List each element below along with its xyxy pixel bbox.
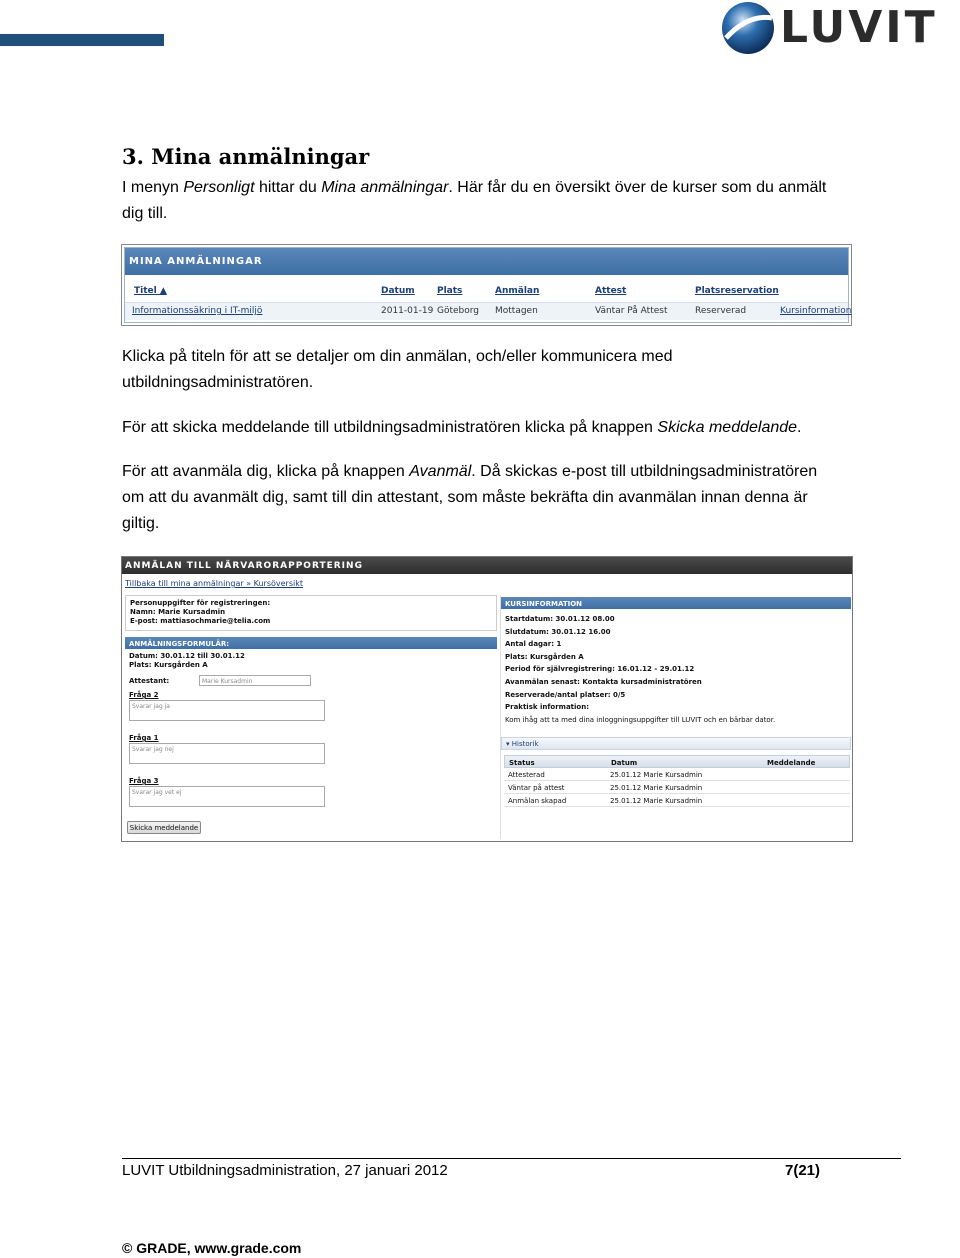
cell-place: Göteborg [437, 306, 480, 316]
attestant-label: Attestant: [129, 677, 170, 685]
history-table [504, 755, 850, 807]
table-header [125, 286, 848, 302]
course-title-link[interactable]: Informationssäkring i IT-miljö [132, 306, 263, 316]
course-info-column [500, 595, 850, 839]
practical-info-text: Kom ihåg att ta med dina inloggningsuppgifter till LUVIT och en bärbar dator. [505, 715, 776, 724]
send-message-button[interactable]: Skicka meddelande [127, 821, 201, 834]
personal-info-heading: Personuppgifter för registreringen: [130, 599, 271, 607]
history-col-date: Datum [611, 759, 638, 767]
course-days: Antal dagar: 1 [505, 640, 562, 649]
paragraph-send-message: För att skicka meddelande till utbildningsadministratören klicka på knappen Skicka meddelande. [122, 419, 802, 436]
column-title[interactable]: Titel ▲ [134, 286, 167, 296]
form-date: Datum: 30.01.12 till 30.01.12 [129, 652, 245, 660]
history-row [504, 768, 850, 781]
attestant-field[interactable]: Marie Kursadmin [199, 675, 311, 686]
globe-icon [720, 0, 776, 56]
unregister-deadline: Avanmälan senast: Kontakta kursadministratören [505, 677, 702, 686]
history-col-status: Status [509, 759, 535, 767]
history-status: Attesterad [508, 771, 545, 779]
history-toggle[interactable]: ▾ Historik [501, 737, 851, 750]
form-place: Plats: Kursgården A [129, 661, 208, 669]
course-info-details [503, 613, 849, 726]
panel-title: MINA ANMÄLNINGAR [125, 248, 848, 275]
history-row [504, 794, 850, 807]
course-place: Plats: Kursgården A [505, 652, 584, 661]
column-attest[interactable]: Attest [595, 286, 627, 296]
self-registration-period: Period för självregistrering: 16.01.12 - 29.01.12 [505, 665, 695, 674]
practical-info-label: Praktisk information: [505, 703, 590, 712]
question-3-label: Fråga 3 [129, 777, 159, 785]
column-place[interactable]: Plats [437, 286, 463, 296]
course-info-link[interactable]: Kursinformation [780, 306, 852, 316]
history-header [504, 755, 850, 768]
breadcrumb[interactable]: Tillbaka till mina anmälningar » Kursöversikt [125, 579, 303, 588]
column-date[interactable]: Datum [381, 286, 415, 296]
intro-paragraph: I menyn Personligt hittar du Mina anmälningar. Här får du en översikt över de kurser som du anmält dig till. [122, 179, 827, 222]
paragraph-click-title: Klicka på titeln för att se detaljer om din anmälan, och/eller kommunicera med utbildningsadministratören. [122, 348, 673, 391]
section-heading: 3. Mina anmälningar [122, 144, 370, 169]
header-accent-bar [0, 34, 164, 46]
cell-registration: Mottagen [495, 306, 538, 316]
question-2-field[interactable]: Svarar jag ja [129, 700, 325, 721]
registrations-table [125, 286, 852, 320]
history-date: 25.01.12 Marie Kursadmin [610, 797, 703, 805]
reserved-seats: Reserverade/antal platser: 0/5 [505, 690, 626, 699]
question-1-label: Fråga 1 [129, 734, 159, 742]
luvit-logo [720, 0, 960, 56]
personal-info-box [125, 595, 497, 631]
person-name: Namn: Marie Kursadmin [130, 608, 226, 616]
history-date: 25.01.12 Marie Kursadmin [610, 784, 703, 792]
question-1-field[interactable]: Svarar jag nej [129, 743, 325, 764]
course-start-date: Startdatum: 30.01.12 08.00 [505, 615, 615, 623]
footer-document-title: LUVIT Utbildningsadministration, 27 januari 2012 [122, 1162, 448, 1179]
panel-title: ANMÄLAN TILL NÄRVARORAPPORTERING [122, 557, 852, 574]
copyright-notice: © GRADE, www.grade.com [122, 1240, 302, 1256]
question-2-label: Fråga 2 [129, 691, 159, 699]
my-registrations-screenshot [121, 244, 852, 326]
history-col-message: Meddelande [767, 759, 816, 767]
cell-reservation: Reserverad [695, 306, 747, 316]
question-3-field[interactable]: Svarar jag vet ej [129, 786, 325, 807]
registration-form [125, 649, 497, 839]
column-registration[interactable]: Anmälan [495, 286, 540, 296]
table-row [125, 302, 852, 320]
page-number: 7(21) [785, 1162, 821, 1179]
cell-date: 2011-01-19 [381, 306, 434, 316]
person-email: E-post: mattiasochmarie@telia.com [130, 617, 271, 625]
column-seat-reservation[interactable]: Platsreservation [695, 286, 779, 296]
paragraph-unregister: För att avanmäla dig, klicka på knappen Avanmäl. Då skickas e-post till utbildningsadministratören om att du avanmält dig, samt till din attestant, som måste bekräfta din avanmälan innan denna är giltig. [122, 463, 818, 532]
registration-detail-screenshot [121, 556, 853, 842]
history-date: 25.01.12 Marie Kursadmin [610, 771, 703, 779]
course-end-date: Slutdatum: 30.01.12 16.00 [505, 627, 611, 636]
history-status: Väntar på attest [508, 784, 565, 792]
form-heading: ANMÄLNINGSFORMULÄR: [125, 637, 497, 649]
footer-divider [122, 1158, 901, 1159]
course-info-heading: KURSINFORMATION [501, 597, 851, 609]
cell-attest: Väntar På Attest [595, 306, 668, 316]
history-row [504, 781, 850, 794]
history-status: Anmälan skapad [508, 797, 567, 805]
logo-wordmark: LUVIT [780, 2, 938, 53]
